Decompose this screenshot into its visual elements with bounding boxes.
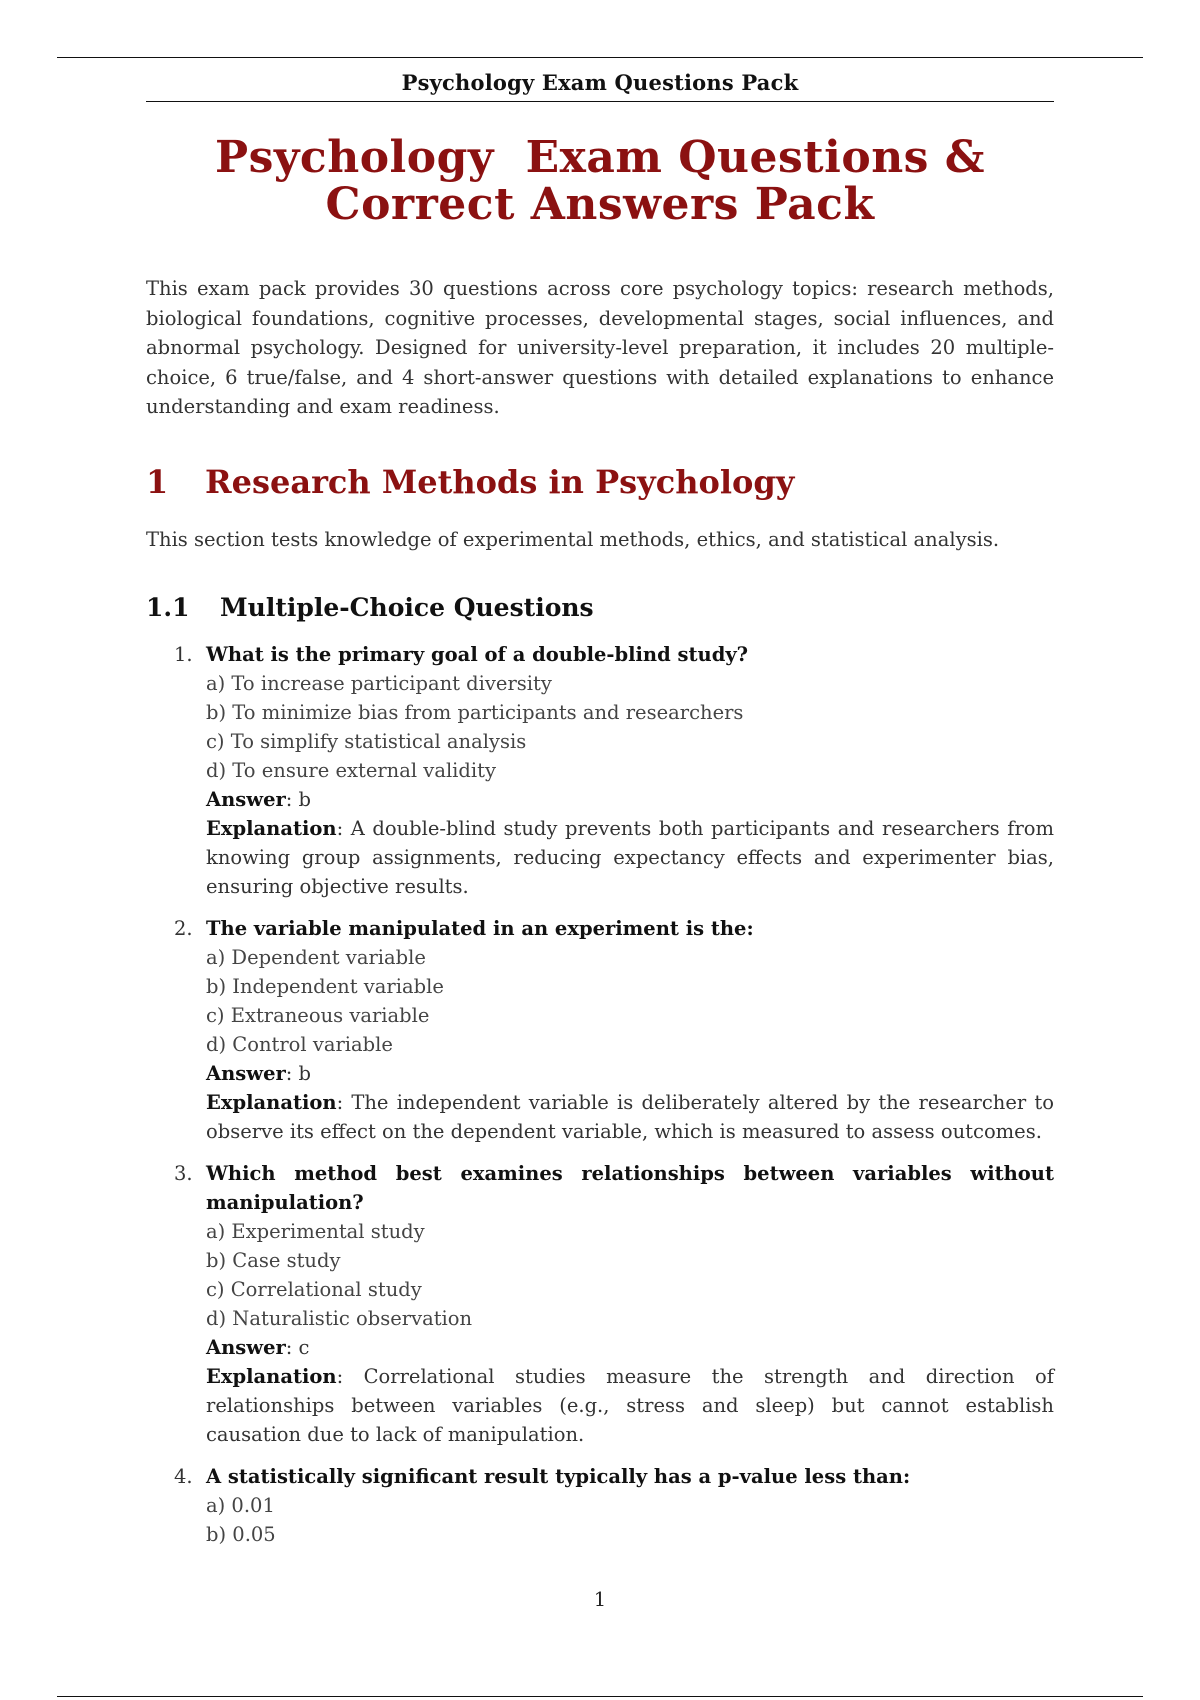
- question-number: 4.: [174, 1465, 193, 1488]
- answer-label: Answer: [206, 1062, 286, 1085]
- document-title: [146, 134, 1054, 228]
- option: b) 0.05: [206, 1523, 276, 1546]
- abstract: This exam pack provides 30 questions across core psychology topics: research methods, biological foundations, cognitive processes, developmental stages, social influences, and abnormal psychology. Designed for university-level preparation, it includes 20 multiple-choice, 6 true/false, and 4 short-answer questions with detailed explanations to enhance understanding and exam readiness.: [146, 277, 1054, 418]
- explanation-text: : The independent variable is deliberately altered by the researcher to observe its effect on the dependent variable, which is measured to assess outcomes.: [206, 1091, 1054, 1143]
- question-item: [146, 1462, 1054, 1549]
- header-rule: [146, 101, 1054, 102]
- section-intro: This section tests knowledge of experimental methods, ethics, and statistical analysis.: [146, 528, 1000, 551]
- answer-line: [206, 1059, 1054, 1088]
- title-line-2: Correct Answers Pack: [325, 179, 875, 230]
- explanation-label: Explanation: [206, 1091, 337, 1114]
- top-border-rule: [57, 57, 1143, 58]
- option: a) Dependent variable: [206, 946, 426, 969]
- option: d) To ensure external validity: [206, 759, 496, 782]
- question-text: A statistically significant result typically has a p-value less than:: [206, 1465, 911, 1488]
- running-header: Psychology Exam Questions Pack: [401, 70, 799, 95]
- option: c) To simplify statistical analysis: [206, 730, 527, 753]
- title-line-1: Psychology Exam Questions &: [214, 132, 985, 183]
- question-number: 3.: [174, 1162, 193, 1185]
- question-list: [146, 640, 1054, 1562]
- option: d) Naturalistic observation: [206, 1307, 473, 1330]
- explanation: [206, 1088, 1054, 1146]
- subsection-title: Multiple-Choice Questions: [220, 593, 594, 622]
- option: b) Case study: [206, 1249, 341, 1272]
- option: c) Extraneous variable: [206, 1004, 430, 1027]
- answer-label: Answer: [206, 788, 286, 811]
- explanation: [206, 814, 1054, 901]
- option: a) To increase participant diversity: [206, 672, 552, 695]
- option: b) To minimize bias from participants and researchers: [206, 701, 744, 724]
- option: a) Experimental study: [206, 1220, 425, 1243]
- explanation-text: : Correlational studies measure the strength and direction of relationships between variables (e.g., stress and sleep) but cannot establish causation due to lack of manipulation.: [206, 1365, 1054, 1446]
- answer-line: [206, 785, 1054, 814]
- answer-value: : c: [285, 1336, 310, 1359]
- question-item: [146, 640, 1054, 901]
- answer-label: Answer: [206, 1336, 286, 1359]
- option: a) 0.01: [206, 1494, 275, 1517]
- section-number: 1: [146, 463, 169, 501]
- answer-line: [206, 1333, 1054, 1362]
- explanation-label: Explanation: [206, 1365, 337, 1388]
- option: b) Independent variable: [206, 975, 444, 998]
- question-text: What is the primary goal of a double-blind study?: [206, 643, 749, 666]
- subsection-heading: [146, 592, 1054, 624]
- page-number: 1: [593, 1588, 607, 1611]
- section-heading: [146, 462, 1054, 502]
- explanation-text: : A double-blind study prevents both participants and researchers from knowing group assignments, reducing expectancy effects and experimenter bias, ensuring objective results.: [206, 817, 1054, 898]
- question-number: 2.: [174, 917, 193, 940]
- question-item: [146, 1159, 1054, 1449]
- section-title: Research Methods in Psychology: [205, 463, 795, 501]
- explanation: [206, 1362, 1054, 1449]
- option: c) Correlational study: [206, 1278, 422, 1301]
- question-number: 1.: [174, 643, 193, 666]
- explanation-label: Explanation: [206, 817, 337, 840]
- answer-value: : b: [285, 788, 312, 811]
- answer-value: : b: [285, 1062, 312, 1085]
- question-item: [146, 914, 1054, 1146]
- question-text: Which method best examines relationships between variables without manipulation?: [206, 1162, 1054, 1214]
- bottom-border-rule: [57, 1696, 1143, 1697]
- option: d) Control variable: [206, 1033, 393, 1056]
- question-text: The variable manipulated in an experiment is the:: [206, 917, 754, 940]
- subsection-number: 1.1: [146, 593, 190, 622]
